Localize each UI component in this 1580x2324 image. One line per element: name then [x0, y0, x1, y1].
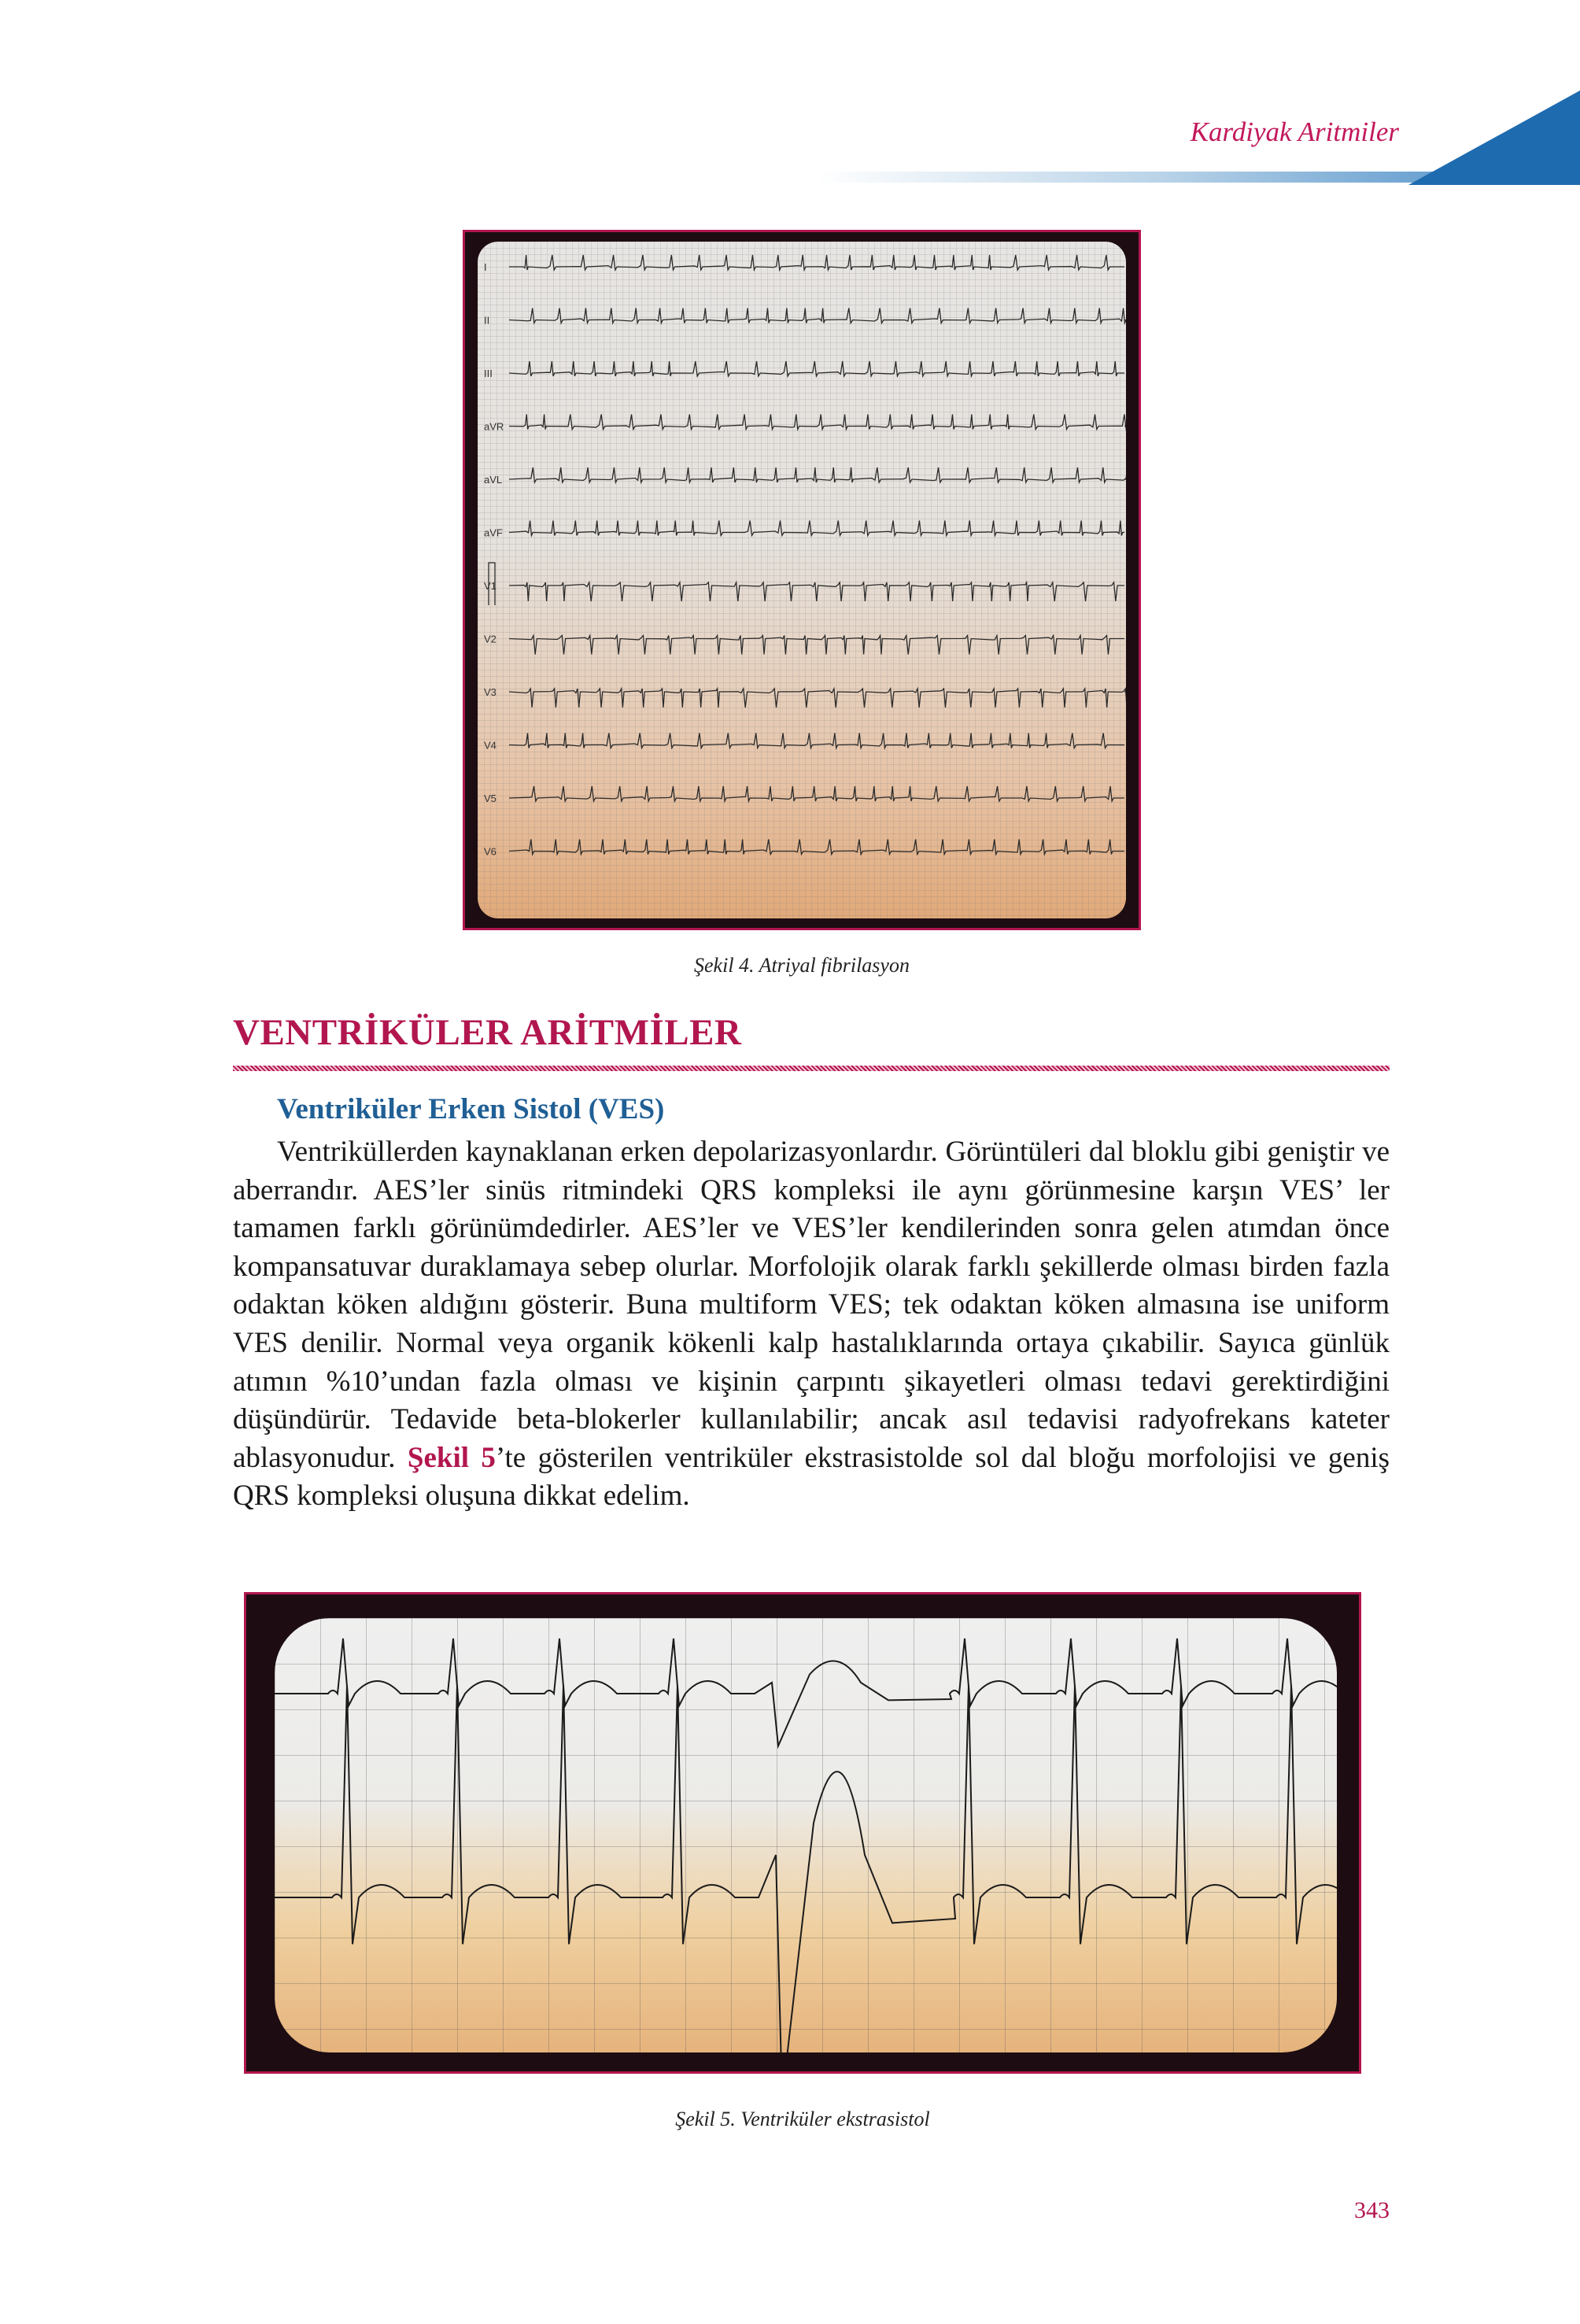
- lead-label: V5: [484, 793, 497, 804]
- ecg-12-lead-traces: [478, 242, 1126, 918]
- lead-label: V1: [484, 580, 497, 592]
- running-title: Kardiyak Aritmiler: [1190, 116, 1399, 147]
- ecg-lead-trace: [509, 415, 1126, 430]
- lead-label: aVL: [484, 474, 503, 486]
- lead-label: V6: [484, 845, 497, 858]
- lead-label: V4: [484, 739, 497, 752]
- figure-4-caption: Şekil 4. Atriyal fibrilasyon: [694, 954, 910, 977]
- paragraph-text-2: ’te gösterilen ventriküler ekstrasistolde sol dal bloğu morfolojisi ve geniş QRS kompleksi oluşuna dikkat edelim.: [233, 1441, 1390, 1513]
- figure-5-reference: Şekil 5: [407, 1441, 496, 1474]
- ecg-lead-trace: [509, 361, 1124, 376]
- ecg-lead-trace: [509, 689, 1126, 708]
- section-divider: [233, 1066, 1390, 1071]
- ecg-lead-trace: [509, 255, 1124, 270]
- ecg-strip-trace: [275, 1639, 1337, 1746]
- lead-label: aVR: [484, 420, 504, 433]
- lead-label: I: [484, 261, 487, 273]
- ecg-12-lead-screen: [478, 242, 1126, 918]
- ecg-lead-trace: [509, 521, 1124, 536]
- body-paragraph: [233, 1133, 1390, 1516]
- ecg-lead-trace: [509, 582, 1124, 601]
- lead-label: aVF: [484, 527, 503, 539]
- subsection-title: Ventriküler Erken Sistol (VES): [277, 1093, 665, 1125]
- ecg-lead-trace: [509, 309, 1126, 323]
- ecg-lead-trace: [509, 467, 1126, 482]
- ecg-rhythm-trace: [275, 1618, 1337, 2052]
- header-corner-triangle: [1408, 91, 1580, 185]
- ecg-lead-trace: [509, 840, 1124, 855]
- paragraph-text-1: Ventriküllerden kaynaklanan erken depolarizasyonlardır. Görüntüleri dal bloklu gibi geniştir ve aberrandır. AES’ler sinüs ritmindeki QRS kompleksi ile aynı görünmesine karşın VES’ ler tamamen farklı görünümdedirler. AES’ler ve VES’ler kendilerinden sonra gelen atımdan önce kompansatuvar duraklamaya sebep olurlar. Morfolojik olarak farklı şekillerde olması birden fazla odaktan köken aldığını gösterir. Buna multiform VES; tek odaktan köken almasına ise uniform VES denilir. Normal veya organik kökenli kalp hastalıklarında ortaya çıkabilir. Sayıca günlük atımın %10’undan fazla olması ve kişinin çarpıntı şikayetleri olması tedavi gerektirdiğini düşündürür. Tedavide beta-blokerler kullanılabilir; ancak asıl tedavisi radyofrekans kateter ablasyonudur.: [233, 1136, 1390, 1474]
- figure-4-ecg-photo: [463, 230, 1141, 930]
- ecg-rhythm-screen: [275, 1618, 1337, 2052]
- figure-5-ecg-photo: [244, 1592, 1361, 2074]
- ecg-lead-trace: [509, 636, 1124, 655]
- ecg-lead-trace: [509, 733, 1124, 748]
- lead-label: III: [484, 368, 493, 379]
- ecg-strip-trace: [275, 1685, 1337, 2052]
- lead-label: V3: [484, 686, 497, 698]
- section-title: VENTRİKÜLER ARİTMİLER: [233, 1012, 742, 1053]
- lead-label: II: [484, 314, 490, 327]
- lead-label: V2: [484, 633, 497, 645]
- page-number: 343: [1354, 2197, 1390, 2223]
- figure-5-caption: Şekil 5. Ventriküler ekstrasistol: [675, 2108, 930, 2130]
- ecg-lead-trace: [509, 786, 1124, 801]
